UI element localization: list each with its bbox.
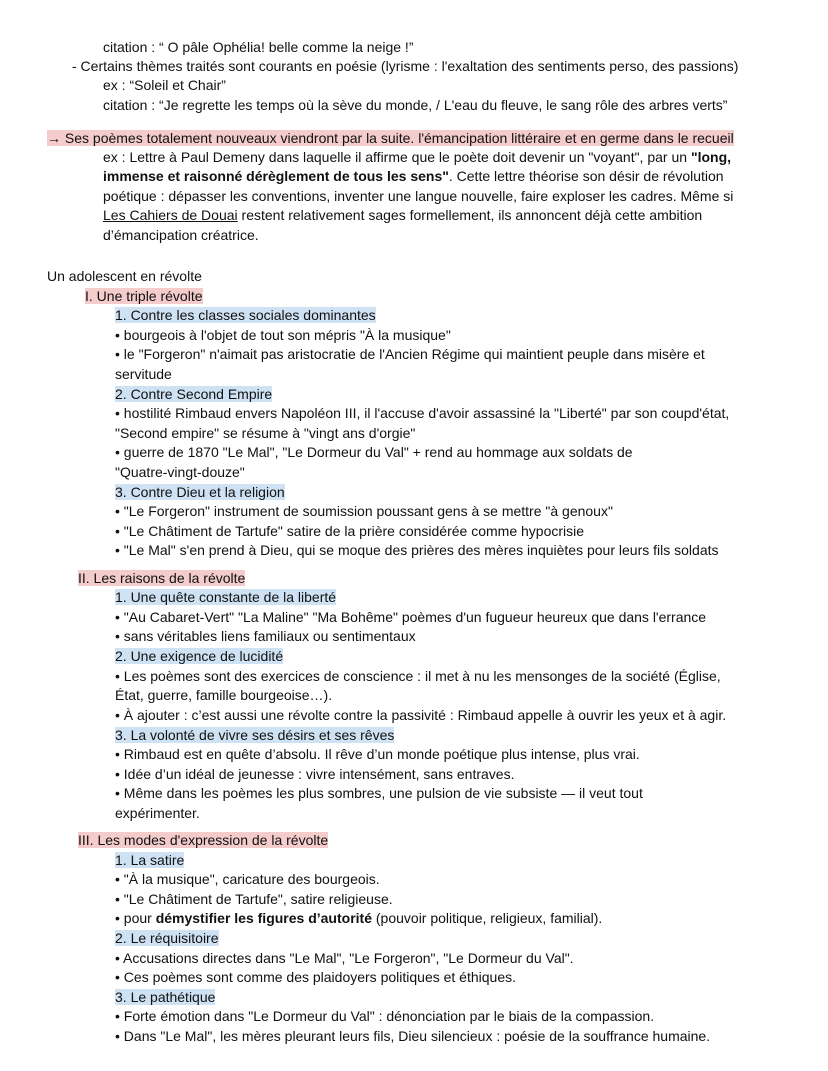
part-3-sub-1-text: 1. La satire — [115, 852, 185, 868]
list-item: • Idée d’un idéal de jeunesse : vivre intensément, sans entraves. — [115, 766, 515, 782]
list-item: • sans véritables liens familiaux ou sentimentaux — [115, 628, 416, 644]
list-item-continued: "Quatre-vingt-douze" — [115, 464, 245, 480]
list-item-continued: servitude — [115, 366, 172, 382]
list-item: • Même dans les poèmes les plus sombres, une pulsion de vie subsiste — il veut tout — [115, 785, 643, 801]
list-item — [115, 909, 602, 928]
list-item-continued: expérimenter. — [115, 805, 200, 821]
part-3-heading-text: III. Les modes d'expression de la révolte — [78, 832, 329, 848]
list-item-prefix: • pour — [115, 910, 156, 926]
list-item: • Forte émotion dans "Le Dormeur du Val" : dénonciation par le biais de la compassion. — [115, 1008, 655, 1024]
part-1-heading-text: I. Une triple révolte — [85, 288, 203, 304]
part-1-sub-1-text: 1. Contre les classes sociales dominantes — [115, 307, 376, 323]
part-2-sub-1 — [115, 588, 336, 607]
list-item: • "Le Forgeron" instrument de soumission poussant gens à se mettre "à genoux" — [115, 503, 613, 519]
cahiers-text: restent relativement sages formellement, ils annoncent déjà cette ambition — [237, 207, 703, 223]
voyant-paragraph-line-1 — [103, 148, 731, 167]
list-item: • Les poèmes sont des exercices de conscience : il met à nu les mensonges de la société (Église, — [115, 668, 721, 684]
part-2-sub-3-text: 3. La volonté de vivre ses désirs et ses rêves — [115, 727, 395, 743]
list-item: • "Le Châtiment de Tartufe" satire de la prière considérée comme hypocrisie — [115, 523, 585, 539]
part-1-sub-2 — [115, 385, 272, 404]
cahiers-de-douai-title: Les Cahiers de Douai — [103, 207, 238, 223]
themes-bullet: - Certains thèmes traités sont courants en poésie (lyrisme : l'exaltation des sentiments perso, des passions) — [72, 58, 739, 74]
list-item: • Accusations directes dans "Le Mal", "Le Forgeron", "Le Dormeur du Val". — [115, 950, 574, 966]
list-item: • À ajouter : c’est aussi une révolte contre la passivité : Rimbaud appelle à ouvrir les yeux et à agir. — [115, 707, 727, 723]
part-1-sub-3-text: 3. Contre Dieu et la religion — [115, 484, 285, 500]
part-2-sub-3 — [115, 726, 394, 745]
part-3-sub-2 — [115, 929, 219, 948]
part-3-sub-2-text: 2. Le réquisitoire — [115, 930, 219, 946]
part-1-sub-1 — [115, 306, 376, 325]
voyant-paragraph-line-4 — [103, 206, 702, 225]
section-title: Un adolescent en révolte — [47, 268, 202, 284]
list-item-continued: "Second empire" se résume à "vingt ans d'orgie" — [115, 425, 416, 441]
list-item: • hostilité Rimbaud envers Napoléon III, il l'accuse d'avoir assassiné la "Liberté" par son coupd'état, — [115, 405, 730, 421]
part-1-heading — [85, 287, 203, 306]
list-item: • bourgeois à l'objet de tout son mépris "À la musique" — [115, 327, 451, 343]
part-2-heading-text: II. Les raisons de la révolte — [78, 570, 246, 586]
list-item: • "Au Cabaret-Vert" "La Maline" "Ma Bohême" poèmes d'un fugueur heureux que dans l'errance — [115, 609, 707, 625]
part-3-sub-3 — [115, 988, 215, 1007]
emancipation-heading — [47, 129, 734, 148]
part-2-sub-1-text: 1. Une quête constante de la liberté — [115, 589, 337, 605]
voyant-quote-start: "long, — [690, 149, 732, 165]
list-item-continued: État, guerre, famille bourgeoise…). — [115, 687, 333, 703]
voyant-text: ex : Lettre à Paul Demeny dans laquelle il affirme que le poète doit devenir un "voyant", par un — [103, 149, 691, 165]
list-item: • "Le Châtiment de Tartufe", satire religieuse. — [115, 891, 393, 907]
citation-ophelia: citation : “ O pâle Ophélia! belle comme la neige !” — [103, 39, 414, 55]
list-item: • "Le Mal" s'en prend à Dieu, qui se moque des prières des mères inquiètes pour leurs fils soldats — [115, 542, 719, 558]
voyant-paragraph-line-2 — [103, 167, 724, 186]
voyant-quote-end: immense et raisonné dérèglement de tous les sens" — [103, 168, 449, 184]
part-2-sub-2 — [115, 647, 283, 666]
part-3-sub-3-text: 3. Le pathétique — [115, 989, 216, 1005]
part-1-sub-3 — [115, 483, 285, 502]
citation-seve-du-monde: citation : “Je regrette les temps où la sève du monde, / L'eau du fleuve, le sang rôle des arbres verts” — [103, 97, 728, 113]
part-1-sub-2-text: 2. Contre Second Empire — [115, 386, 273, 402]
voyant-paragraph-line-3: poétique : dépasser les conventions, inventer une langue nouvelle, faire exploser les cadres. Même si — [103, 188, 734, 204]
part-2-sub-2-text: 2. Une exigence de lucidité — [115, 648, 284, 664]
list-item: • Dans "Le Mal", les mères pleurant leurs fils, Dieu silencieux : poésie de la souffrance humaine. — [115, 1028, 711, 1044]
voyant-paragraph-line-5: d’émancipation créatrice. — [103, 227, 259, 243]
list-item: • Ces poèmes sont comme des plaidoyers politiques et éthiques. — [115, 969, 517, 985]
list-item-bold: démystifier les figures d’autorité — [155, 910, 372, 926]
part-3-heading — [78, 831, 328, 850]
list-item: • Rimbaud est en quête d’absolu. Il rêve d’un monde poétique plus intense, plus vrai. — [115, 746, 640, 762]
list-item-suffix: (pouvoir politique, religieux, familial). — [372, 910, 603, 926]
voyant-text-continued: . Cette lettre théorise son désir de révolution — [448, 168, 724, 184]
emancipation-heading-text: → Ses poèmes totalement nouveaux viendront par la suite. l'émancipation littéraire et en germe dans le recueil — [47, 130, 734, 146]
example-soleil-et-chair: ex : “Soleil et Chair” — [103, 77, 226, 93]
list-item: • "À la musique", caricature des bourgeois. — [115, 871, 380, 887]
list-item: • le "Forgeron" n'aimait pas aristocratie de l'Ancien Régime qui maintient peuple dans misère et — [115, 346, 705, 362]
part-2-heading — [78, 569, 245, 588]
part-3-sub-1 — [115, 851, 184, 870]
list-item: • guerre de 1870 "Le Mal", "Le Dormeur du Val" + rend au hommage aux soldats de — [115, 444, 633, 460]
